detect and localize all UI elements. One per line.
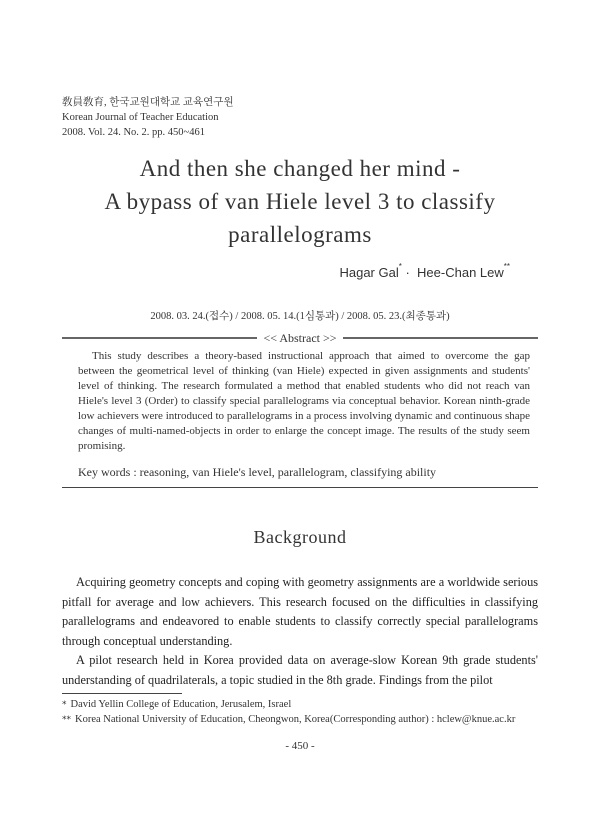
author-separator: ·: [405, 265, 410, 280]
footnote-divider: [62, 693, 182, 694]
author-2: Hee-Chan Lew: [417, 265, 504, 280]
paper-title-line-1: And then she changed her mind -: [139, 156, 461, 181]
submission-dates: 2008. 03. 24.(접수) / 2008. 05. 14.(1심통과) / 2008. 05. 23.(최종통과): [150, 311, 450, 322]
abstract-text: This study describes a theory-based instructional approach that aimed to overcome the gap between the geometrical level of thinking (van Hiele) expected in given assignments and students' level of thinking. The research formulated a method that enabled students who did not reach van Hiele's level 3 (Order) to classify special parallelograms via conceptual behavior. Korean ninth-grade low achievers were introduced to parallelograms in a process involving dynamic and continuous shape changes of multi-named-objects in order to enlarge the concept image. The results of the study seem promising.: [78, 350, 530, 452]
footnote-1-text: David Yellin College of Education, Jerusalem, Israel: [70, 699, 292, 710]
footnote-2: [62, 712, 515, 728]
author-1-mark: *: [398, 262, 402, 271]
journal-name-korean: 敎員敎育, 한국교원대학교 교육연구원: [62, 97, 234, 108]
paper-title-line-2: A bypass of van Hiele level 3 to classify: [104, 189, 496, 214]
footnote-1-mark: *: [62, 700, 67, 710]
journal-volume-info: 2008. Vol. 24. No. 2. pp. 450~461: [62, 127, 205, 138]
abstract-rule-left: [62, 337, 257, 339]
paper-title-line-3: parallelograms: [228, 222, 372, 247]
author-1: Hagar Gal: [339, 265, 399, 280]
keywords-divider: [62, 487, 538, 488]
footnote-2-mark: **: [62, 715, 71, 725]
footnote-2-text: Korea National University of Education, Cheongwon, Korea(Corresponding author) : hclew@knue.ac.kr: [75, 714, 516, 725]
abstract-rule-right: [343, 337, 538, 339]
author-list: [339, 262, 510, 280]
body-paragraph-1: Acquiring geometry concepts and coping with geometry assignments are a worldwide serious pitfall for average and low achievers. This research focused on the difficulties in classifying parallelograms and endeavored to enable students to classify correctly special parallelograms through conceptual understanding.: [62, 575, 538, 648]
section-heading: Background: [253, 527, 347, 547]
abstract-heading: << Abstract >>: [263, 330, 337, 345]
keywords: Key words : reasoning, van Hiele's level, parallelogram, classifying ability: [78, 465, 437, 479]
footnote-1: [62, 697, 291, 713]
abstract-heading-bar: [62, 331, 538, 345]
body-paragraph-2: A pilot research held in Korea provided data on average-slow Korean 9th grade students' understanding of quadrilaterals, a topic studied in the 8th grade. Findings from the pilot: [62, 653, 538, 687]
journal-name-english: Korean Journal of Teacher Education: [62, 112, 219, 123]
page-number: - 450 -: [285, 740, 315, 752]
body-text: [62, 573, 538, 690]
author-2-mark: **: [503, 262, 510, 271]
